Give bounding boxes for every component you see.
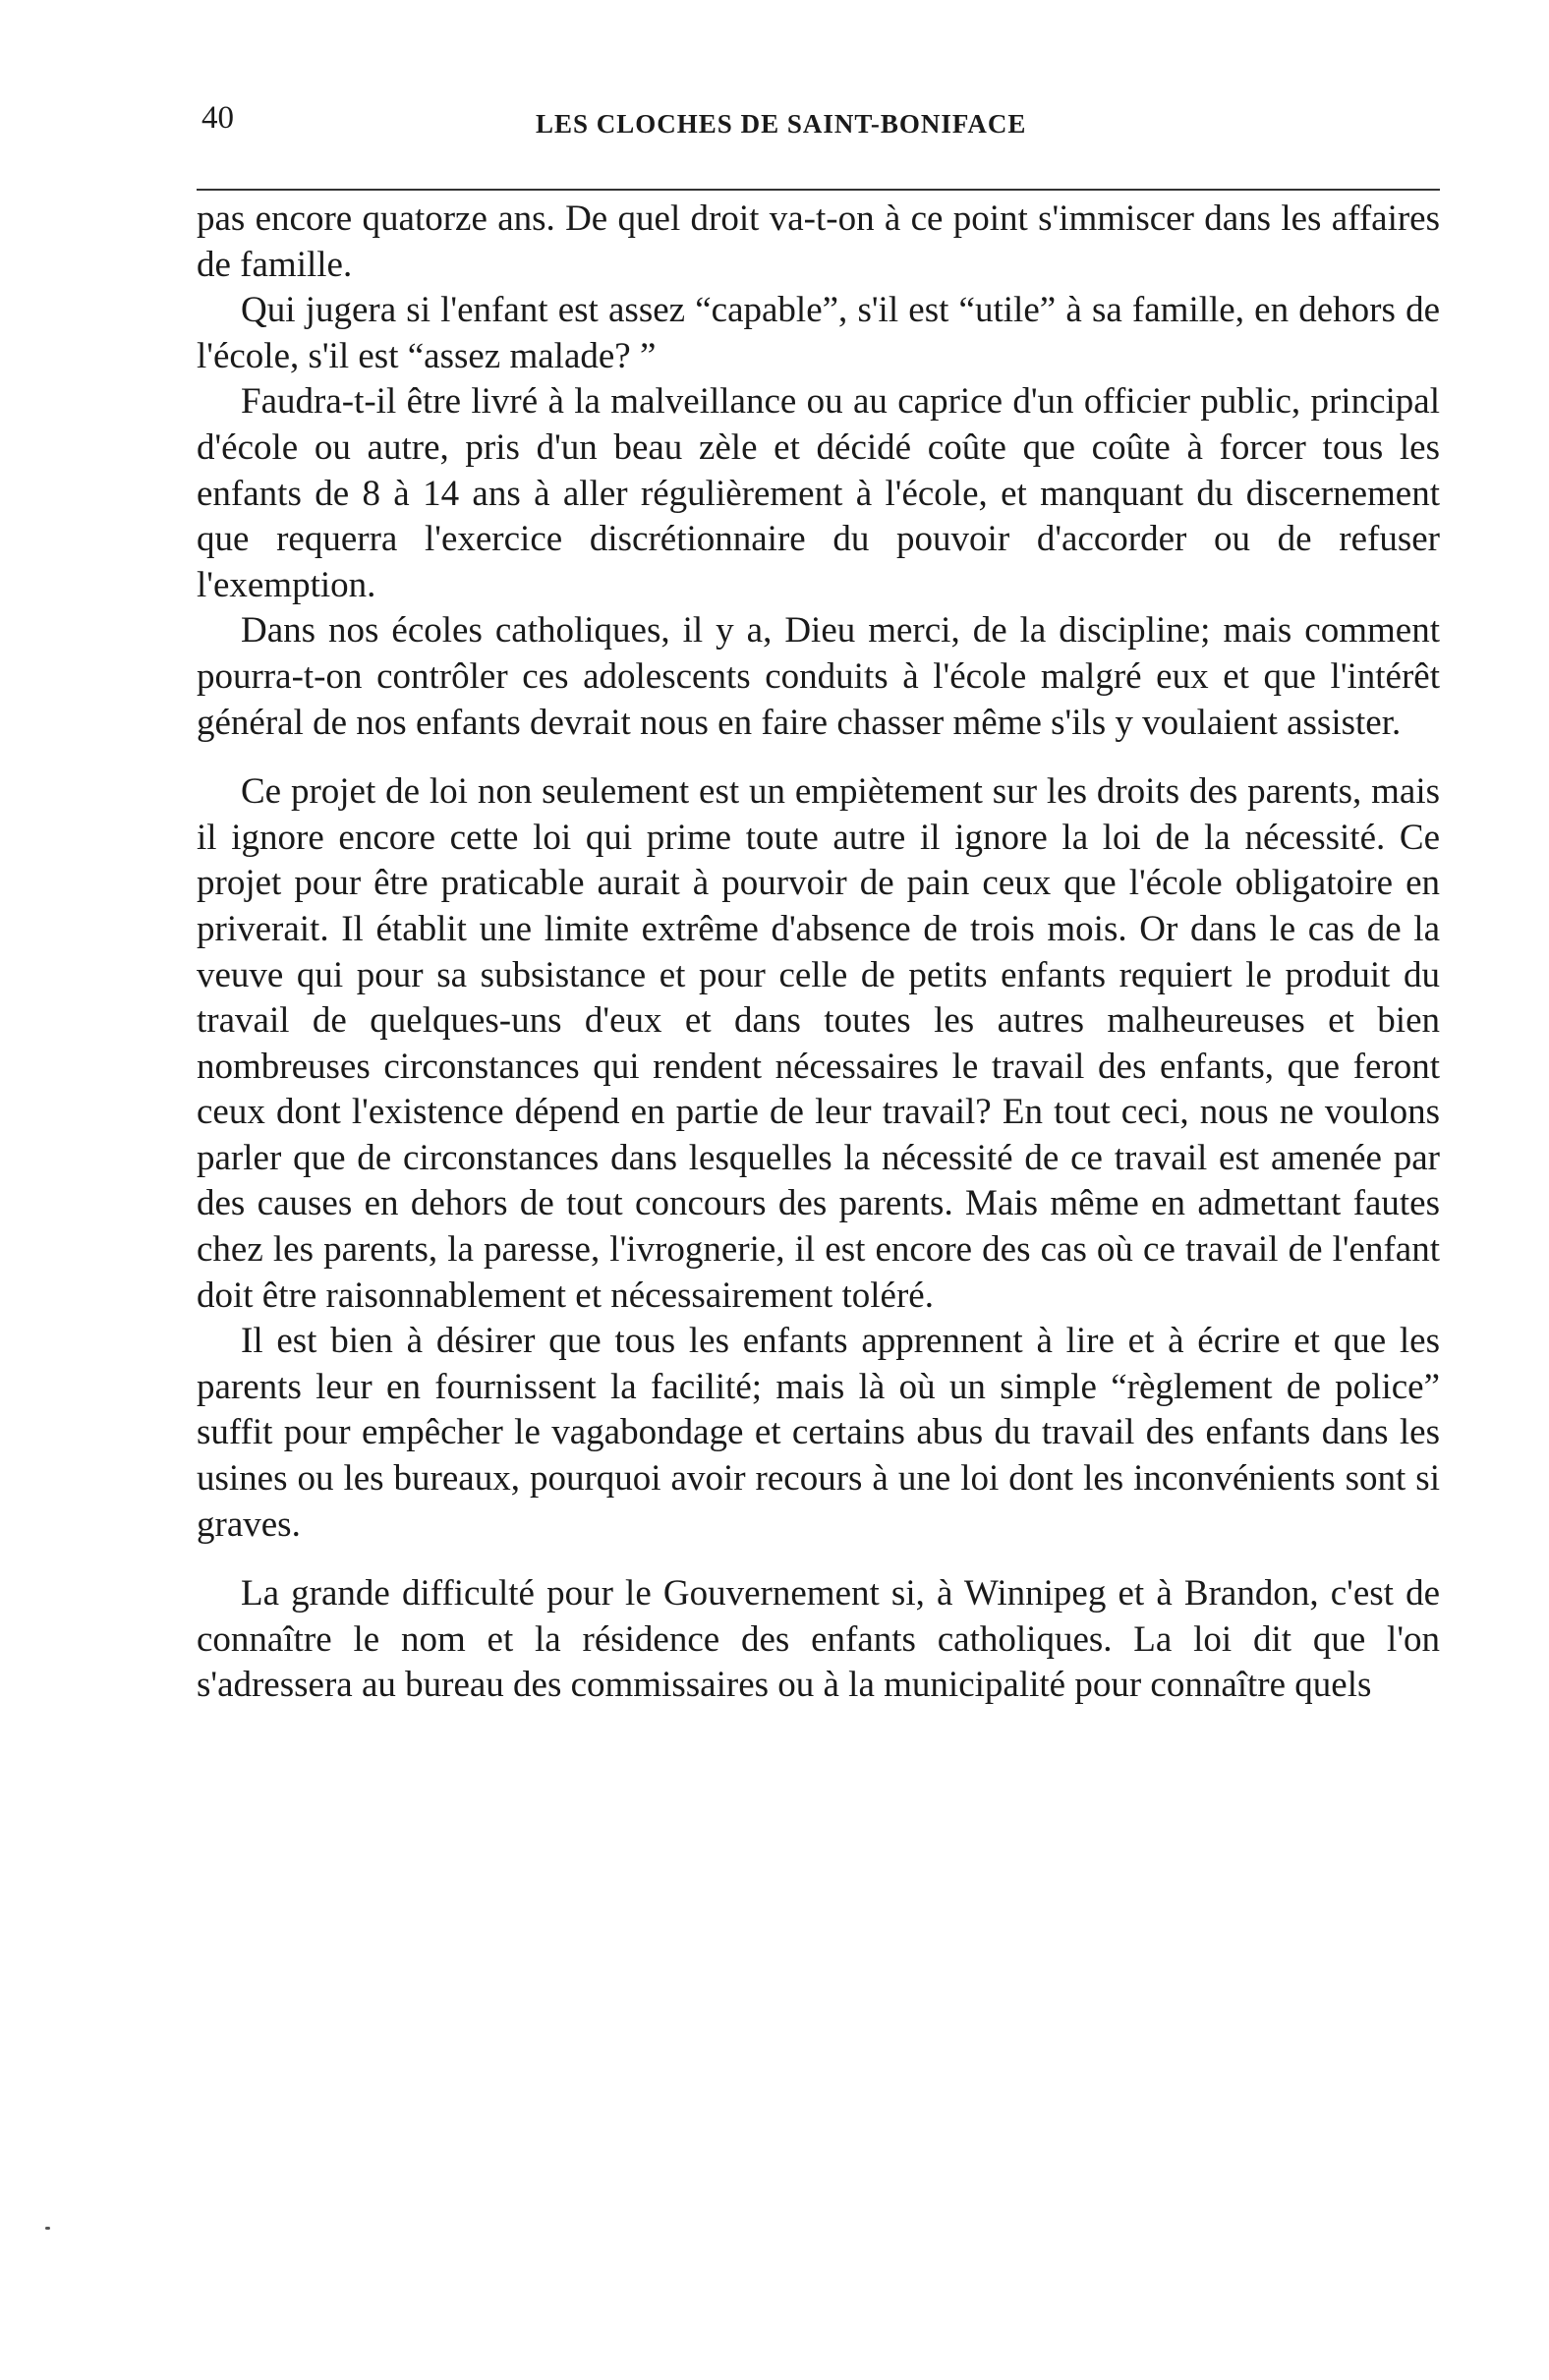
paragraph-3: Faudra-t-il être livré à la malveillance ou au caprice d'un officier public, principal d'école ou autre, pris d'un beau zèle et décidé coûte que coûte à forcer tous les enfants de 8 à 14 ans à aller régulièrement à l'école, et manquant du discernement que requerra l'exercice discrétionnaire du pouvoir d'accorder ou de refuser l'exemption.	[197, 381, 1440, 605]
body-text	[197, 197, 1440, 1709]
paragraph-1: pas encore quatorze ans. De quel droit va-t-on à ce point s'immiscer dans les affaires de famille.	[197, 198, 1440, 285]
paragraph-7: La grande difficulté pour le Gouvernement si, à Winnipeg et à Brandon, c'est de connaître le nom et la résidence des enfants catholiques. La loi dit que l'on s'adressera au bureau des commissaires ou à la municipalité pour connaître quels	[197, 1573, 1440, 1706]
paragraph-2: Qui jugera si l'enfant est assez “capable”, s'il est “utile” à sa famille, en dehors de l'école, s'il est “assez malade? ”	[197, 290, 1440, 376]
paragraph-4: Dans nos écoles catholiques, il y a, Dieu merci, de la discipline; mais comment pourra-t-on contrôler ces adolescents conduits à l'école malgré eux et que l'intérêt général de nos enfants devrait nous en faire chasser même s'ils y voulaient assister.	[197, 610, 1440, 743]
print-speck	[45, 2227, 50, 2230]
header-rule	[197, 189, 1440, 191]
paragraph-5: Ce projet de loi non seulement est un empiètement sur les droits des parents, mais il ignore encore cette loi qui prime toute autre il ignore la loi de la nécessité. Ce projet pour être praticable aurait à pourvoir de pain ceux que l'école obligatoire en priverait. Il établit une limite extrême d'absence de trois mois. Or dans le cas de la veuve qui pour sa subsistance et pour celle de petits enfants requiert le produit du travail de quelques-uns d'eux et dans toutes les autres malheureuses et bien nombreuses circonstances qui rendent nécessaires le travail des enfants, que feront ceux dont l'existence dépend en partie de leur travail? En tout ceci, nous ne voulons parler que de circonstances dans lesquelles la nécessité de ce travail est amenée par des causes en dehors de tout concours des parents. Mais même en admettant fautes chez les parents, la paresse, l'ivrognerie, il est encore des cas où ce travail de l'enfant doit être raisonnablement et nécessairement toléré.	[197, 771, 1440, 1316]
page-number: 40	[201, 100, 234, 136]
page-header	[201, 96, 1445, 155]
paragraph-6: Il est bien à désirer que tous les enfants apprennent à lire et à écrire et que les parents leur en fournissent la facilité; mais là où un simple “règlement de police” suffit pour empêcher le vagabondage et certains abus du travail des enfants dans les usines ou les bureaux, pourquoi avoir recours à une loi dont les inconvénients sont si graves.	[197, 1321, 1440, 1545]
running-title: LES CLOCHES DE SAINT-BONIFACE	[536, 109, 1027, 139]
